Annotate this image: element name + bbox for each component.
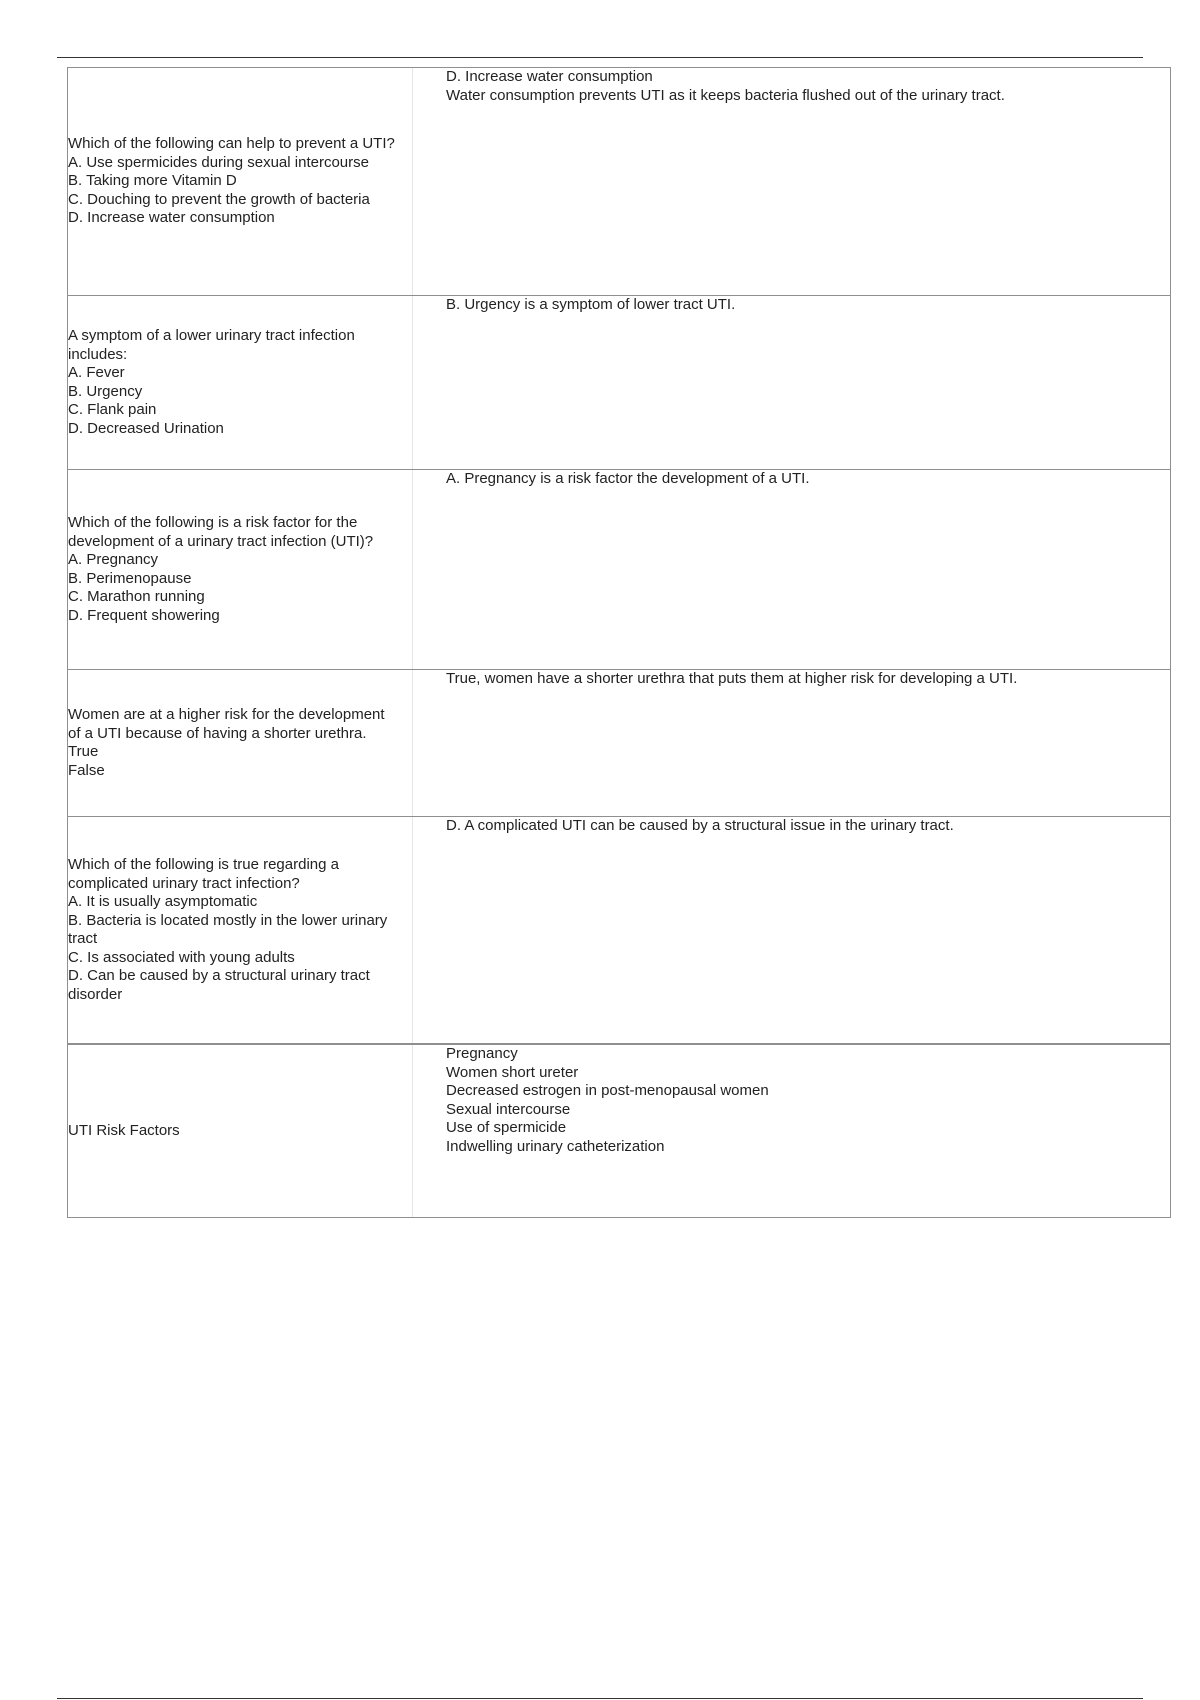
term-text: Which of the following can help to prevent a UTI? A. Use spermicides during sexual intercourse B. Taking more Vitamin D C. Douching to prevent the growth of bacteria D. Increase water consumption [68,135,395,227]
term-text: A symptom of a lower urinary tract infection includes: A. Fever B. Urgency C. Flank pain D. Decreased Urination [68,327,355,437]
definition-text: D. Increase water consumption Water consumption prevents UTI as it keeps bacteria flushed out of the urinary tract. [446,68,1005,104]
definition-text: True, women have a shorter urethra that puts them at higher risk for developing a UTI. [446,670,1018,687]
term-cell [68,670,413,816]
definition-cell [413,470,1170,669]
definition-cell [413,296,1170,469]
term-cell [68,470,413,669]
flashcard-table [67,67,1171,1218]
definition-cell [413,817,1170,1043]
term-cell [68,296,413,469]
term-cell [68,68,413,295]
term-text: Women are at a higher risk for the development of a UTI because of having a shorter urethra. True False [68,706,385,779]
term-cell [68,817,413,1043]
definition-text: Pregnancy Women short ureter Decreased estrogen in post-menopausal women Sexual intercourse Use of spermicide Indwelling urinary catheterization [446,1045,769,1155]
flashcard-row [68,68,1170,295]
header-rule [57,57,1143,58]
definition-cell [413,1045,1170,1217]
definition-cell [413,670,1170,816]
flashcard-row [68,295,1170,469]
flashcard-row [68,469,1170,669]
term-cell [68,1045,413,1217]
term-text: UTI Risk Factors [68,1121,180,1139]
term-text: Which of the following is true regarding a complicated urinary tract infection? A. It is usually asymptomatic B. Bacteria is located mostly in the lower urinary tract C. Is associated with young adults D. Can be caused by a structural urinary tract disorder [68,856,388,1003]
flashcard-row [68,669,1170,816]
definition-text: D. A complicated UTI can be caused by a structural issue in the urinary tract. [446,817,954,834]
flashcard-row [68,1043,1170,1217]
definition-cell [413,68,1170,295]
definition-text: B. Urgency is a symptom of lower tract UTI. [446,296,736,313]
footer-rule [57,1698,1143,1699]
definition-text: A. Pregnancy is a risk factor the development of a UTI. [446,470,810,487]
term-text: Which of the following is a risk factor for the development of a urinary tract infection (UTI)? A. Pregnancy B. Perimenopause C. Marathon running D. Frequent showering [68,514,374,624]
flashcard-row [68,816,1170,1043]
